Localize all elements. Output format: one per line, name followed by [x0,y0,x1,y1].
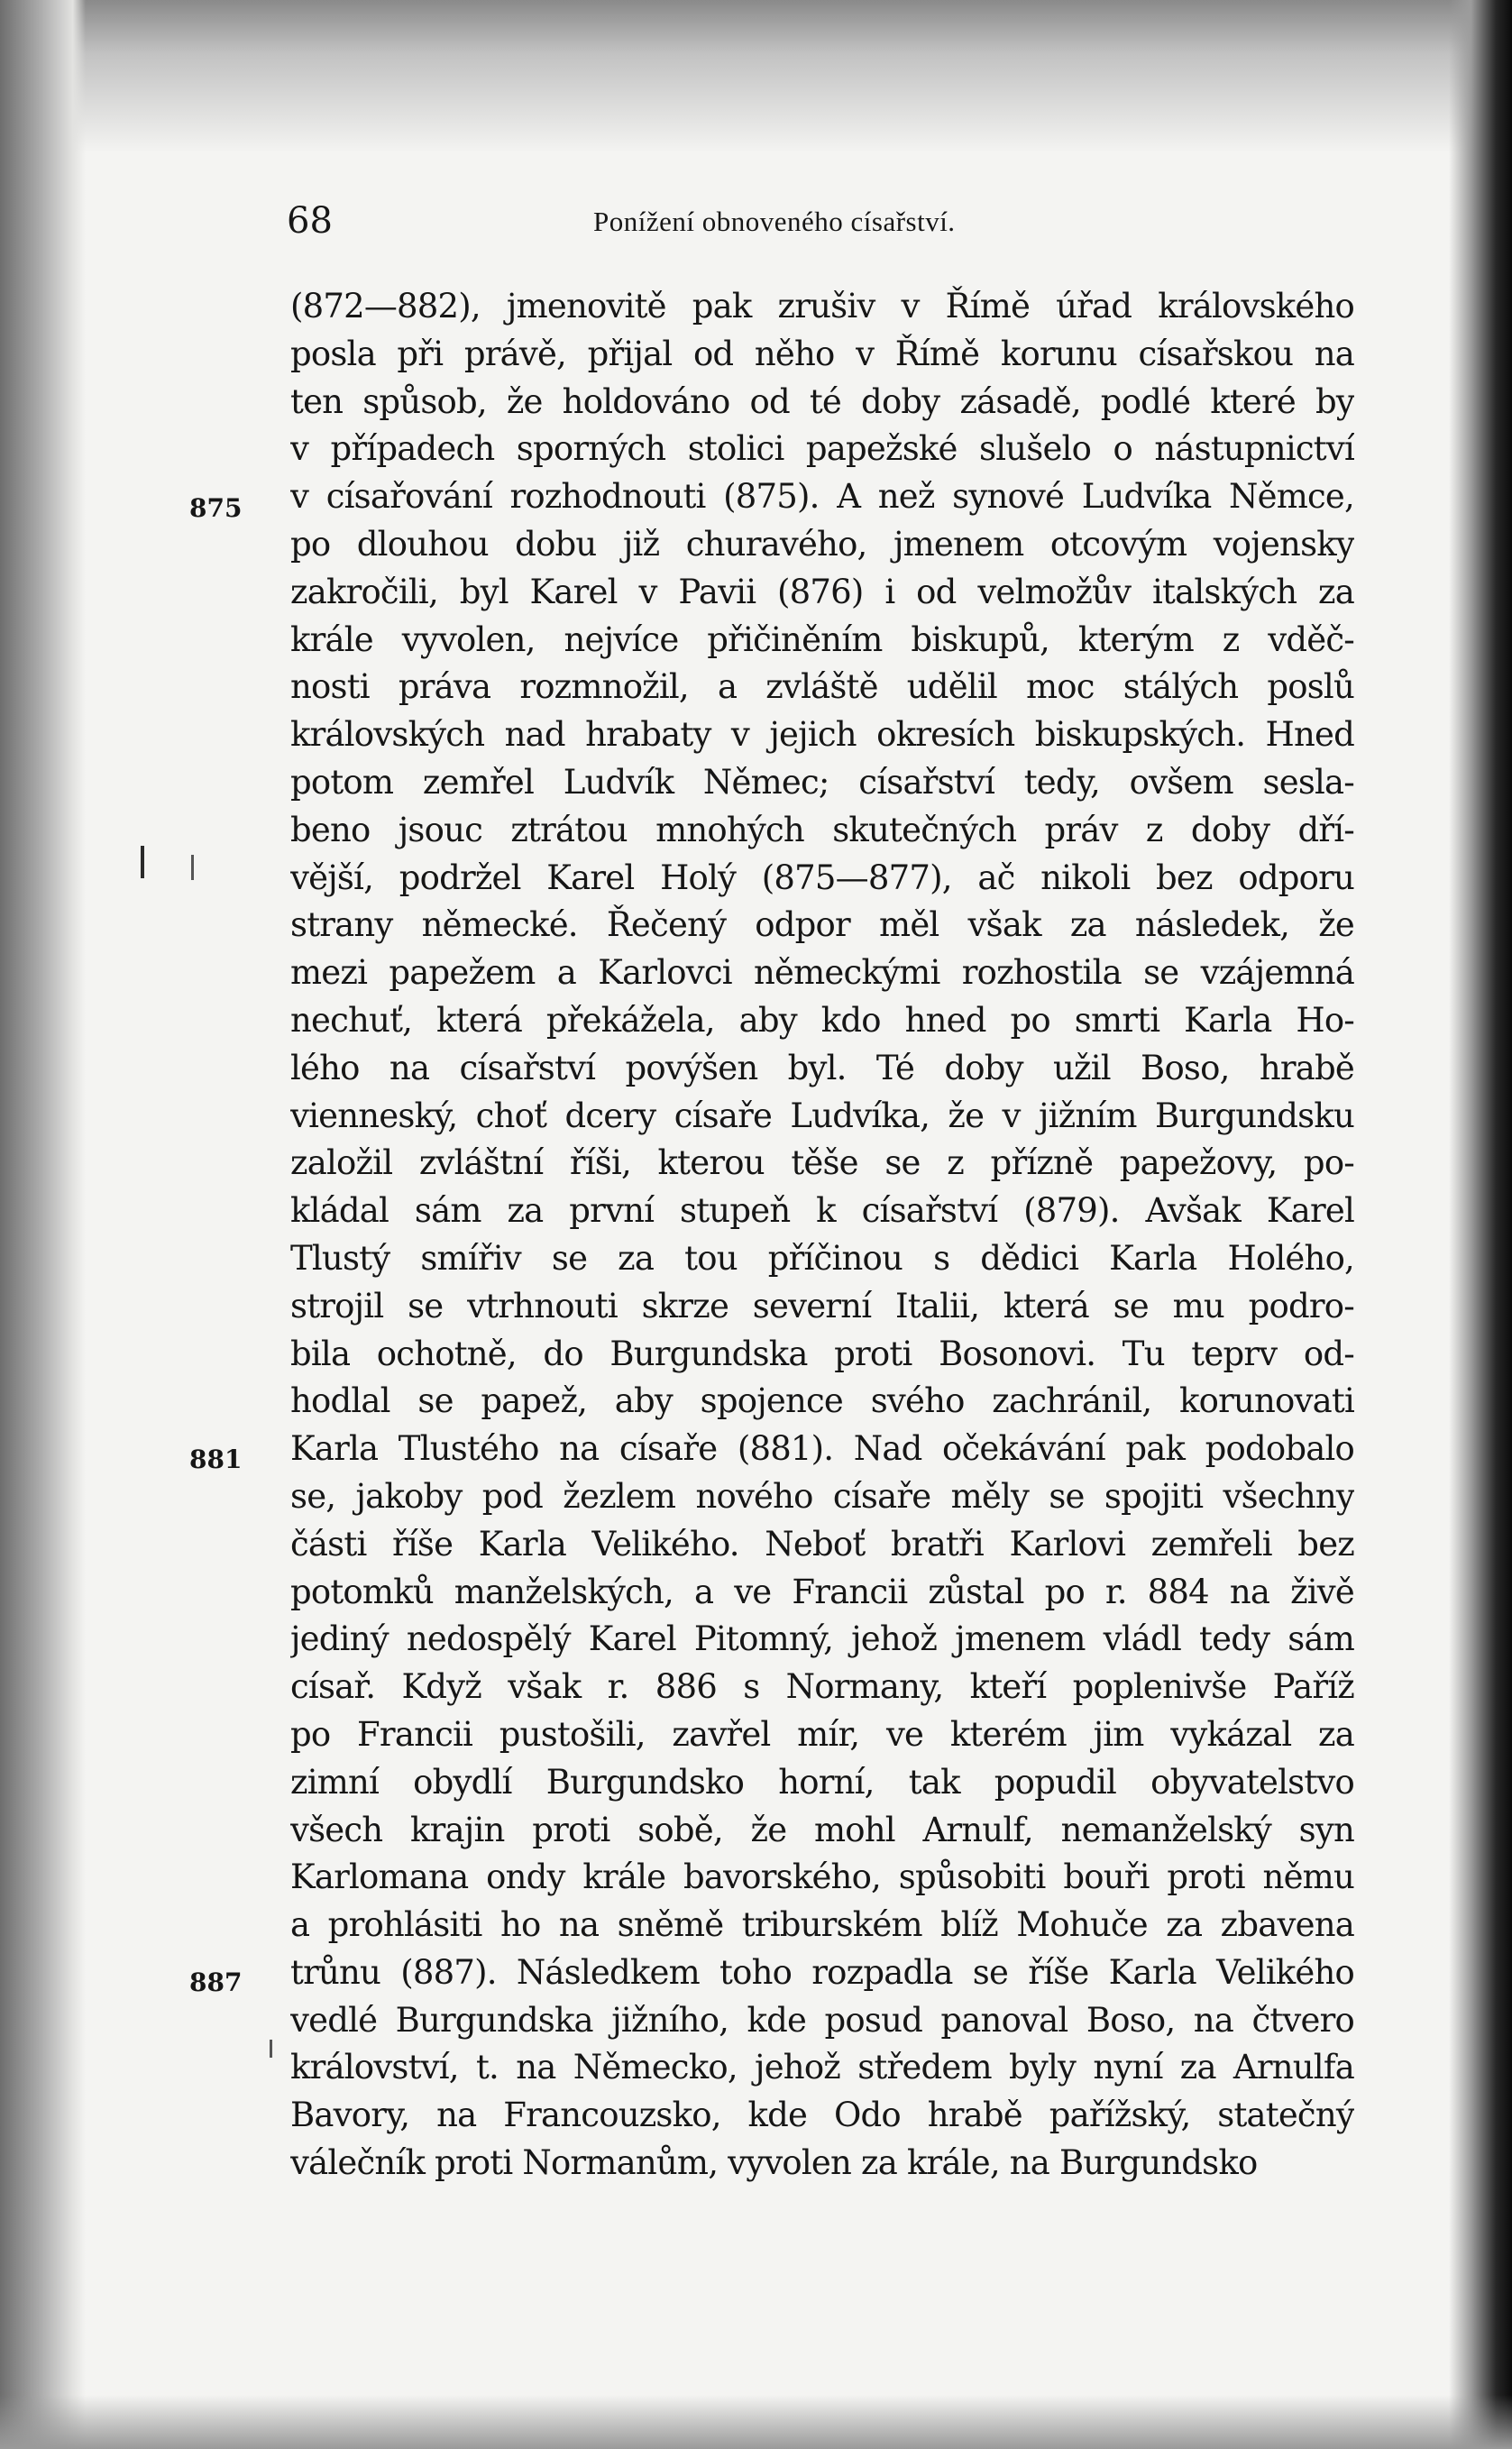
text-line: zimní obydlí Burgundsko horní, tak popudil obyvatelstvo [290,1762,1354,1802]
text-line: nosti práva rozmnožil, a zvláště udělil moc stálých poslů [290,667,1354,707]
text-line: kládal sám za první stupeň k císařství (879). Avšak Karel [290,1191,1354,1231]
text-line: vedlé Burgundska jižního, kde posud panoval Boso, na čtvero [290,2000,1354,2040]
margin-year: 887 [189,1967,243,1997]
top-scan-shadow [0,0,1512,153]
body-text [290,283,1354,2188]
margin-mark [191,855,194,880]
text-line: válečník proti Normanům, vyvolen za krále, na Burgundsko [290,2143,1258,2183]
text-line: krále vyvolen, nejvíce přičiněním biskupů, kterým z vděč- [290,619,1354,659]
text-line: posla při právě, přijal od něho v Římě korunu císařskou na [290,334,1354,373]
text-line: v císařování rozhodnouti (875). A než synové Ludvíka Němce, [290,477,1354,517]
text-line: Karlomana ondy krále bavorského, spůsobiti bouři proti němu [290,1857,1354,1897]
text-line: vienneský, choť dcery císaře Ludvíka, že v jižním Burgundsku [290,1096,1354,1135]
text-line: nechuť, která překážela, aby kdo hned po smrti Karla Ho- [290,1000,1354,1040]
bottom-scan-shadow [0,2395,1512,2449]
text-line: království, t. na Německo, jehož středem byly nyní za Arnulfa [290,2048,1354,2087]
text-line: vější, podržel Karel Holý (875—877), ač nikoli bez odporu [290,858,1354,897]
left-scan-shadow [0,0,86,2449]
text-line: strany německé. Řečený odpor měl však za následek, že [290,905,1354,945]
text-line: mezi papežem a Karlovci německými rozhostila se vzájemná [290,953,1354,993]
margin-mark [270,2040,272,2058]
text-line: se, jakoby pod žezlem nového císaře měly se spojiti všechny [290,1476,1354,1516]
text-line: bila ochotně, do Burgundska proti Bosonovi. Tu teprv od- [290,1334,1354,1373]
margin-year: 881 [189,1445,243,1474]
text-line: hodlal se papež, aby spojence svého zachránil, korunovati [290,1381,1354,1421]
text-line: potom zemřel Ludvík Němec; císařství tedy, ovšem sesla- [290,762,1354,802]
text-line: po Francii pustošili, zavřel mír, ve kterém jim vykázal za [290,1714,1354,1754]
text-line: beno jsouc ztrátou mnohých skutečných práv z doby dří- [290,810,1354,849]
text-line: (872—882), jmenovitě pak zrušiv v Římě úřad královského [290,287,1354,326]
text-line: jediný nedospělý Karel Pitomný, jehož jmenem vládl tedy sám [290,1619,1354,1659]
page-header [287,200,1352,245]
text-line: císař. Když však r. 886 s Normany, kteří poplenivše Paříž [290,1667,1354,1707]
text-line: trůnu (887). Následkem toho rozpadla se říše Karla Velikého [290,1952,1354,1992]
right-scan-edge [1449,0,1512,2449]
text-line: potomků manželských, a ve Francii zůstal po r. 884 na živě [290,1572,1354,1611]
text-line: královských nad hrabaty v jejich okresích biskupských. Hned [290,715,1354,755]
text-line: a prohlásiti ho na sněmě triburském blíž Mohuče za zbavena [290,1905,1354,1945]
text-line: v případech sporných stolici papežské slušelo o nástupnictví [290,429,1354,469]
text-line: po dlouhou dobu již churavého, jmenem otcovým vojensky [290,524,1354,564]
text-line: Bavory, na Francouzsko, kde Odo hrabě pařížský, statečný [290,2096,1354,2135]
text-line: lého na císařství povýšen byl. Té doby užil Boso, hrabě [290,1048,1354,1087]
text-line: ten spůsob, že holdováno od té doby zásadě, podlé které by [290,381,1354,421]
page-number: 68 [287,200,333,242]
text-line: všech krajin proti sobě, že mohl Arnulf, nemanželský syn [290,1810,1354,1849]
text-line: části říše Karla Velikého. Neboť bratři Karlovi zemřeli bez [290,1524,1354,1564]
text-line: založil zvláštní říši, kterou těše se z přízně papežovy, po- [290,1143,1354,1183]
running-head: Ponížení obnoveného císařství. [593,206,956,237]
margin-year: 875 [189,493,243,523]
text-line: zakročili, byl Karel v Pavii (876) i od velmožův italských za [290,572,1354,611]
text-line: Karla Tlustého na císaře (881). Nad očekávání pak podobalo [290,1429,1354,1469]
text-line: Tlustý smířiv se za tou příčinou s dědici Karla Holého, [290,1238,1354,1278]
text-line: strojil se vtrhnouti skrze severní Italii, která se mu podro- [290,1286,1354,1325]
margin-mark [141,846,144,878]
